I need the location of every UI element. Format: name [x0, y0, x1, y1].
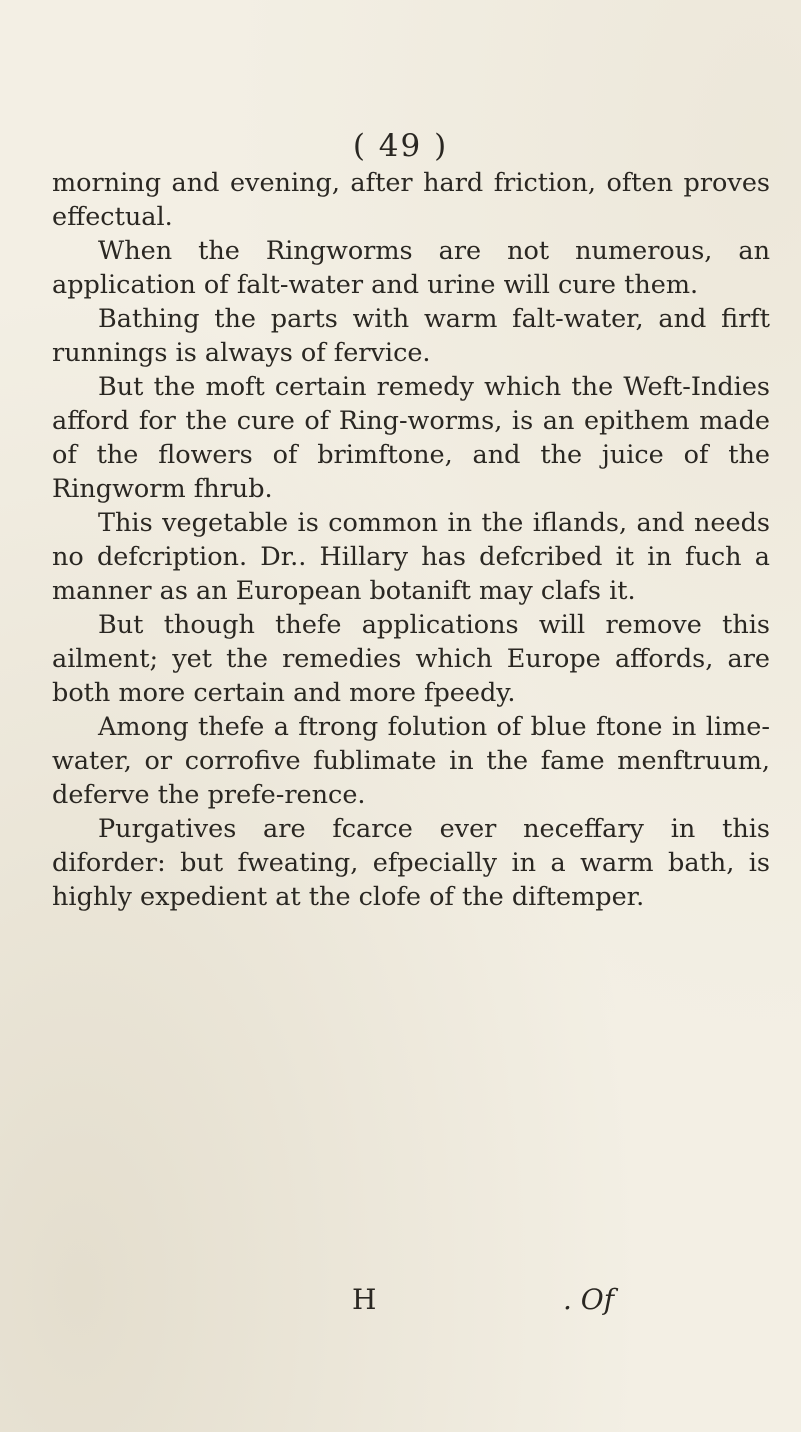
body-text: [52, 166, 770, 914]
paragraph-3: Bathing the parts with warm falt-water, and firft runnings is always of fervice.: [52, 304, 770, 368]
paragraph-7: Among thefe a ftrong folution of blue ftone in lime-water, or corrofive fublimate in the fame menftruum, deferve the prefe-rence.: [52, 712, 770, 810]
paragraph-2: When the Ringworms are not numerous, an application of falt-water and urine will cure them.: [52, 236, 770, 300]
paragraph-1: morning and evening, after hard friction, often proves effectual.: [52, 168, 770, 232]
paragraph-8: Purgatives are fcarce ever neceffary in this diforder: but fweating, efpecially in a warm bath, is highly expedient at the clofe of the diftemper.: [52, 814, 770, 912]
page-number: ( 49 ): [352, 128, 449, 164]
signature-mark: H: [352, 1283, 377, 1316]
paragraph-4: But the moft certain remedy which the Weft-Indies afford for the cure of Ring-worms, is an epithem made of the flowers of brimftone, and the juice of the Ringworm fhrub.: [52, 372, 770, 504]
page-footer: [0, 1283, 801, 1323]
paragraph-5: This vegetable is common in the iflands, and needs no defcription. Dr.. Hillary has defcribed it in fuch a manner as an European botanift may clafs it.: [52, 508, 770, 606]
paragraph-6: But though thefe applications will remove this ailment; yet the remedies which Europe affords, are both more certain and more fpeedy.: [52, 610, 770, 708]
catchword: . Of: [563, 1283, 615, 1316]
